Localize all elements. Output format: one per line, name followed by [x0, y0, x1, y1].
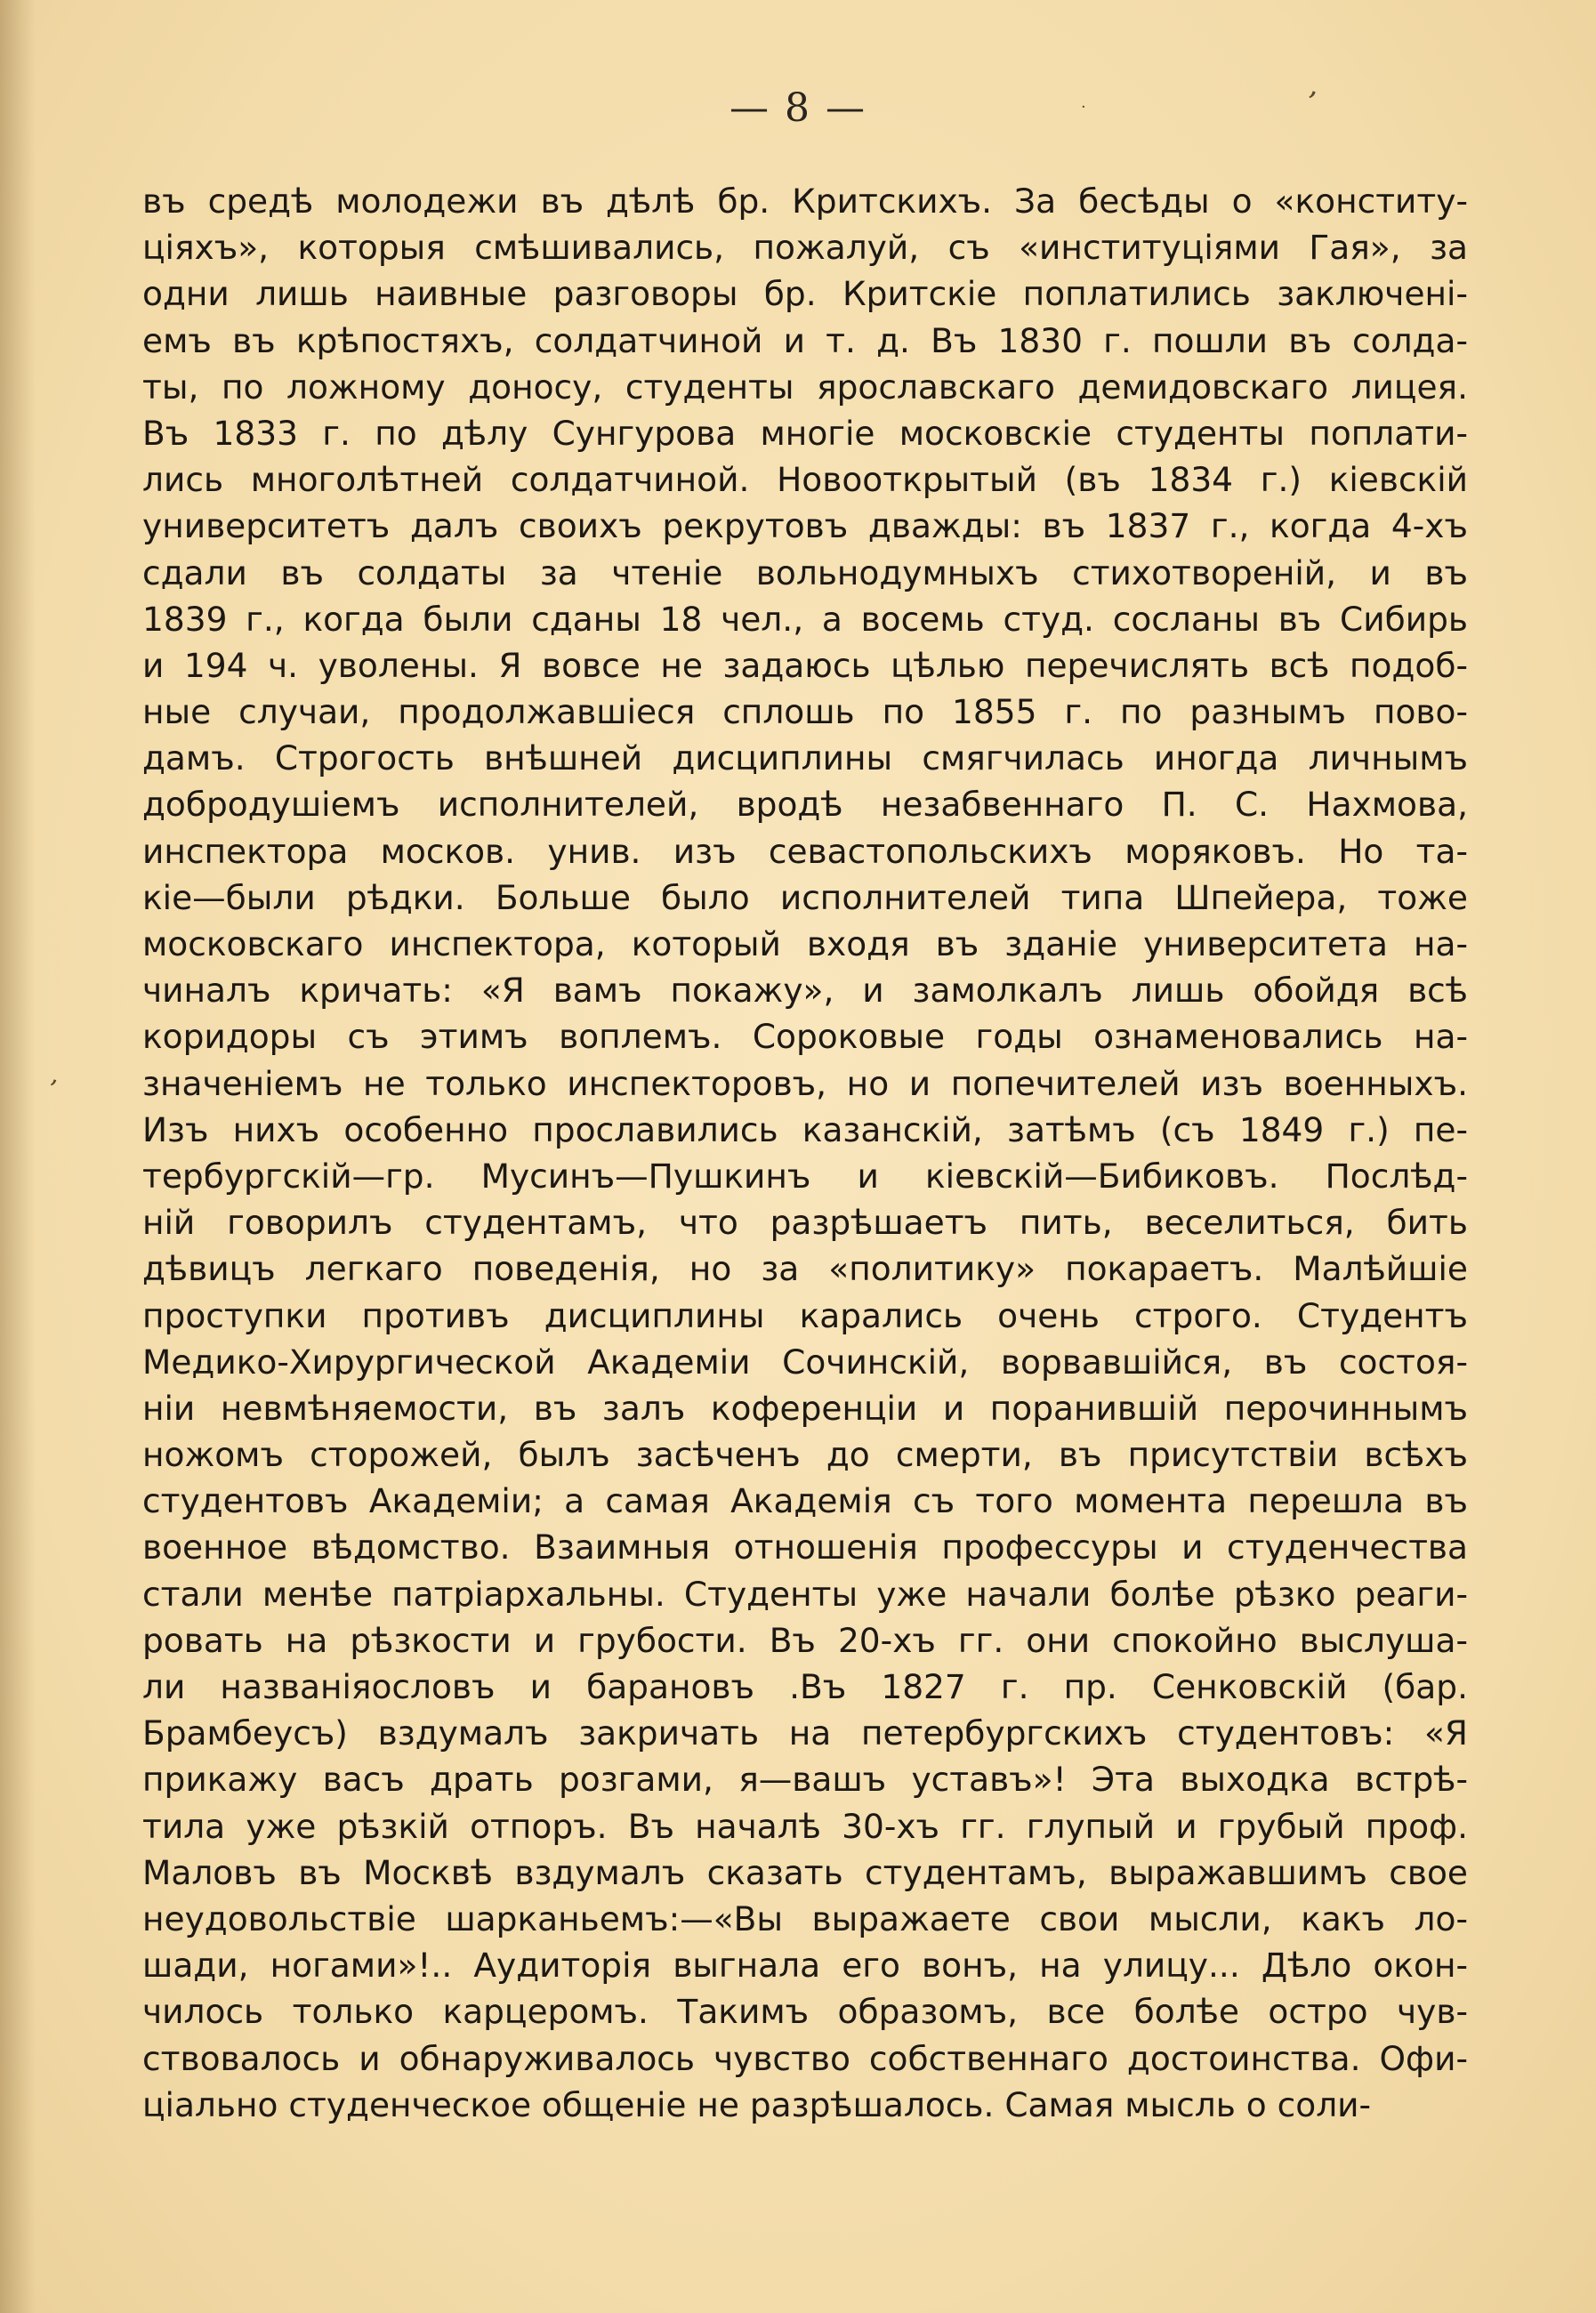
text-line: ціально студенческое общеніе не разрѣшалось. Самая мысль о соли-	[142, 2084, 1372, 2124]
text-line: лись многолѣтней солдатчиной. Новооткрытый (въ 1834 г.) кіевскій	[142, 460, 1468, 500]
text-line: и 194 ч. уволены. Я вовсе не задаюсь цѣлью перечислять всѣ подоб-	[142, 645, 1468, 685]
text-line: московскаго инспектора, который входя въ зданіе университета на-	[142, 924, 1468, 963]
text-line: ній говорилъ студентамъ, что разрѣшаетъ пить, веселиться, бить	[142, 1203, 1468, 1243]
text-line: емъ въ крѣпостяхъ, солдатчиной и т. д. Въ 1830 г. пошли въ солда-	[142, 320, 1468, 360]
text-line: инспектора москов. унив. изъ севастопольскихъ моряковъ. Но та-	[142, 831, 1468, 871]
text-line: ровать на рѣзкости и грубости. Въ 20-хъ гг. они спокойно выслуша-	[142, 1620, 1468, 1660]
text-line: военное вѣдомство. Взаимныя отношенія профессуры и студенчества	[142, 1527, 1468, 1568]
text-line: дамъ. Строгость внѣшней дисциплины смягчилась иногда личнымъ	[142, 738, 1468, 778]
text-line: добродушіемъ исполнителей, вродѣ незабвеннаго П. С. Нахмова,	[142, 785, 1468, 825]
page-edge-shadow	[0, 0, 36, 2313]
text-line: шади, ногами»!.. Аудиторія выгнала его вонъ, на улицу... Дѣло окон-	[142, 1946, 1468, 1986]
text-line: кіе—были рѣдки. Больше было исполнителей типа Шпейера, тоже	[142, 877, 1468, 917]
text-line: ножомъ сторожей, былъ засѣченъ до смерти, въ присутствіи всѣхъ	[142, 1435, 1468, 1475]
text-line: неудовольствіе шарканьемъ:—«Вы выражаете свои мысли, какъ ло-	[142, 1898, 1468, 1938]
text-line: Изъ нихъ особенно прославились казанскій, затѣмъ (съ 1849 г.) пе-	[142, 1109, 1468, 1149]
page-number: — 8 —	[729, 85, 867, 131]
text-line: дѣвицъ легкаго поведенія, но за «политику» покараетъ. Малѣйшіе	[142, 1249, 1468, 1289]
text-line: Медико-Хирургической Академіи Сочинскій, ворвавшійся, въ состоя-	[142, 1342, 1468, 1382]
text-line: одни лишь наивные разговоры бр. Критскіе поплатились заключені-	[142, 274, 1468, 314]
margin-mark: ʼ	[42, 1074, 59, 1107]
text-line: студентовъ Академіи; а самая Академія съ того момента перешла въ	[142, 1481, 1468, 1521]
body-text	[142, 178, 1468, 2128]
text-line: ные случаи, продолжавшіеся сплошь по 1855 г. по разнымъ пово-	[142, 692, 1468, 732]
text-line: проступки противъ дисциплины карались очень строго. Студентъ	[142, 1295, 1468, 1335]
speck-mark: ·	[1081, 98, 1086, 117]
text-line: въ средѣ молодежи въ дѣлѣ бр. Критскихъ. За бесѣды о «конститу-	[142, 181, 1468, 221]
text-line: чиналъ кричать: «Я вамъ покажу», и замолкалъ лишь обойдя всѣ	[142, 971, 1468, 1011]
text-line: ты, по ложному доносу, студенты ярославскаго демидовскаго лицея.	[142, 367, 1468, 407]
text-line: ли названіяословъ и барановъ .Въ 1827 г. пр. Сенковскій (бар.	[142, 1667, 1468, 1706]
pencil-mark: ʼ	[1300, 85, 1318, 122]
text-line: тербургскій—гр. Мусинъ—Пушкинъ и кіевскій—Бибиковъ. Послѣд-	[142, 1156, 1468, 1196]
text-line: 1839 г., когда были сданы 18 чел., а восемь студ. сосланы въ Сибирь	[142, 599, 1468, 639]
text-line: ціяхъ», которыя смѣшивались, пожалуй, съ «институціями Гая», за	[142, 228, 1468, 268]
text-line: прикажу васъ драть розгами, я—вашъ уставъ»! Эта выходка встрѣ-	[142, 1760, 1468, 1800]
text-line: Брамбеусъ) вздумалъ закричать на петербургскихъ студентовъ: «Я	[142, 1713, 1468, 1753]
text-line: ствовалось и обнаруживалось чувство собственнаго достоинства. Офи-	[142, 2038, 1468, 2078]
text-line: чилось только карцеромъ. Такимъ образомъ, все болѣе остро чув-	[142, 1992, 1468, 2032]
text-line: Маловъ въ Москвѣ вздумалъ сказать студентамъ, выражавшимъ свое	[142, 1852, 1468, 1892]
text-line: Въ 1833 г. по дѣлу Сунгурова многіе московскіе студенты поплати-	[142, 413, 1468, 453]
text-line: значеніемъ не только инспекторовъ, но и попечителей изъ военныхъ.	[142, 1063, 1468, 1103]
text-line: ніи невмѣняемости, въ залъ коференціи и поранившій перочиннымъ	[142, 1388, 1468, 1428]
text-line: коридоры съ этимъ воплемъ. Сороковые годы ознаменовались на-	[142, 1017, 1468, 1057]
text-line: сдали въ солдаты за чтеніе вольнодумныхъ стихотвореній, и въ	[142, 552, 1468, 592]
text-line: тила уже рѣзкій отпоръ. Въ началѣ 30-хъ гг. глупый и грубый проф.	[142, 1806, 1468, 1846]
text-line: стали менѣе патріархальны. Студенты уже начали болѣе рѣзко реаги-	[142, 1574, 1468, 1614]
text-line: университетъ далъ своихъ рекрутовъ дважды: въ 1837 г., когда 4-хъ	[142, 506, 1468, 546]
